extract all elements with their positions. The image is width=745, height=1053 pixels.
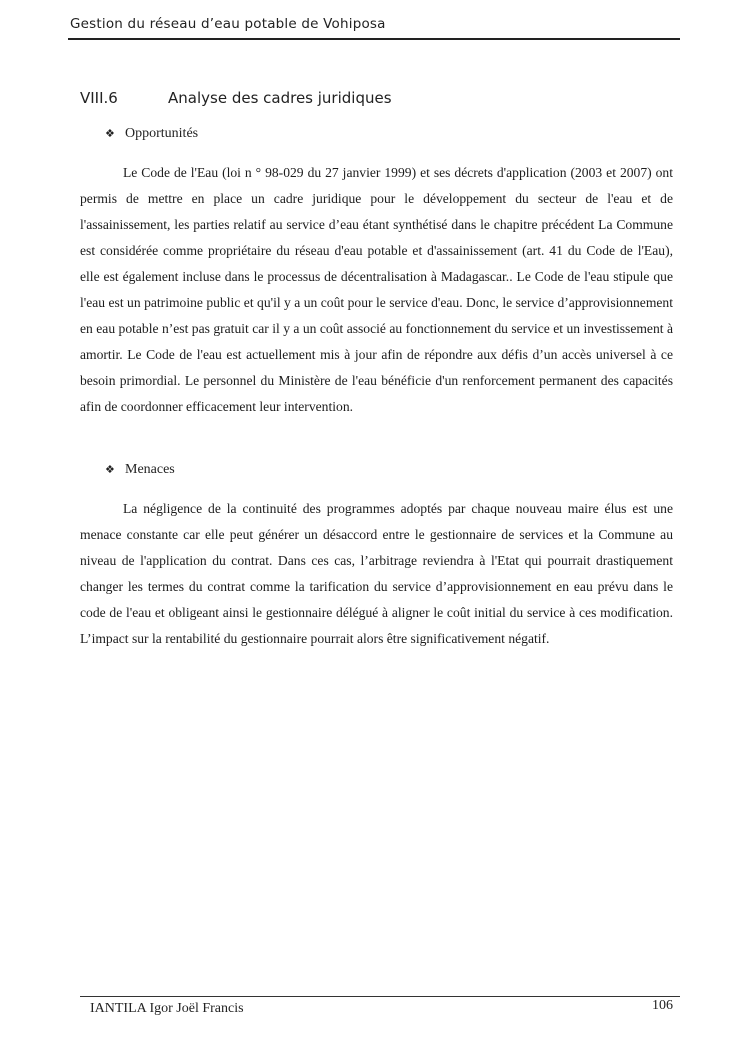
page-number: 106 [652, 998, 673, 1013]
diamond-bullet-icon: ❖ [105, 463, 115, 476]
section-number: VIII.6 [80, 89, 118, 107]
subsection-heading-menaces [105, 462, 175, 478]
subsection-title: Menaces [125, 462, 175, 477]
subsection-title: Opportunités [125, 126, 199, 141]
running-header [68, 14, 680, 40]
section-title: Analyse des cadres juridiques [168, 89, 392, 107]
running-header-title: Gestion du réseau d’eau potable de Vohiposa [70, 16, 386, 32]
footer-author: IANTILA Igor Joël Francis [90, 1001, 244, 1016]
section-heading [80, 89, 392, 107]
subsection-heading-opportunites [105, 126, 198, 142]
footer-divider [80, 996, 680, 997]
diamond-bullet-icon: ❖ [105, 127, 115, 140]
paragraph-menaces: La négligence de la continuité des programmes adoptés par chaque nouveau maire élus est une menace constante car elle peut générer un désaccord entre le gestionnaire de services et la Commune au niveau de l'application du contrat. Dans ces cas, l’arbitrage reviendra à l'Etat qui pourrait drastiquement changer les termes du contrat comme la tarification du service d’approvisionnement en eau prévu dans le code de l'eau et obligeant ainsi le gestionnaire délégué à aligner le coût initial du service à ces modification. L’impact sur la rentabilité du gestionnaire pourrait alors être significativement négatif. [80, 501, 673, 646]
paragraph-opportunites: Le Code de l'Eau (loi n ° 98-029 du 27 janvier 1999) et ses décrets d'application (2003 et 2007) ont permis de mettre en place un cadre juridique pour le développement du secteur de l'eau et de l'assainissement, les parties relatif au service d’eau étant synthétisé dans le chapitre précédent La Commune est considérée comme propriétaire du réseau d'eau potable et d'assainissement (art. 41 du Code de l'Eau), elle est également incluse dans le processus de décentralisation à Madagascar.. Le Code de l'eau stipule que l'eau est un patrimoine public et qu'il y a un coût pour le service d'eau. Donc, le service d’approvisionnement en eau potable n’est pas gratuit car il y a un coût associé au fonctionnement du service et un investissement à amortir. Le Code de l'eau est actuellement mis à jour afin de répondre aux défis d’un accès universel à ce besoin primordial. Le personnel du Ministère de l'eau bénéficie d'un renforcement permanent des capacités afin de coordonner efficacement leur intervention. [80, 165, 673, 414]
